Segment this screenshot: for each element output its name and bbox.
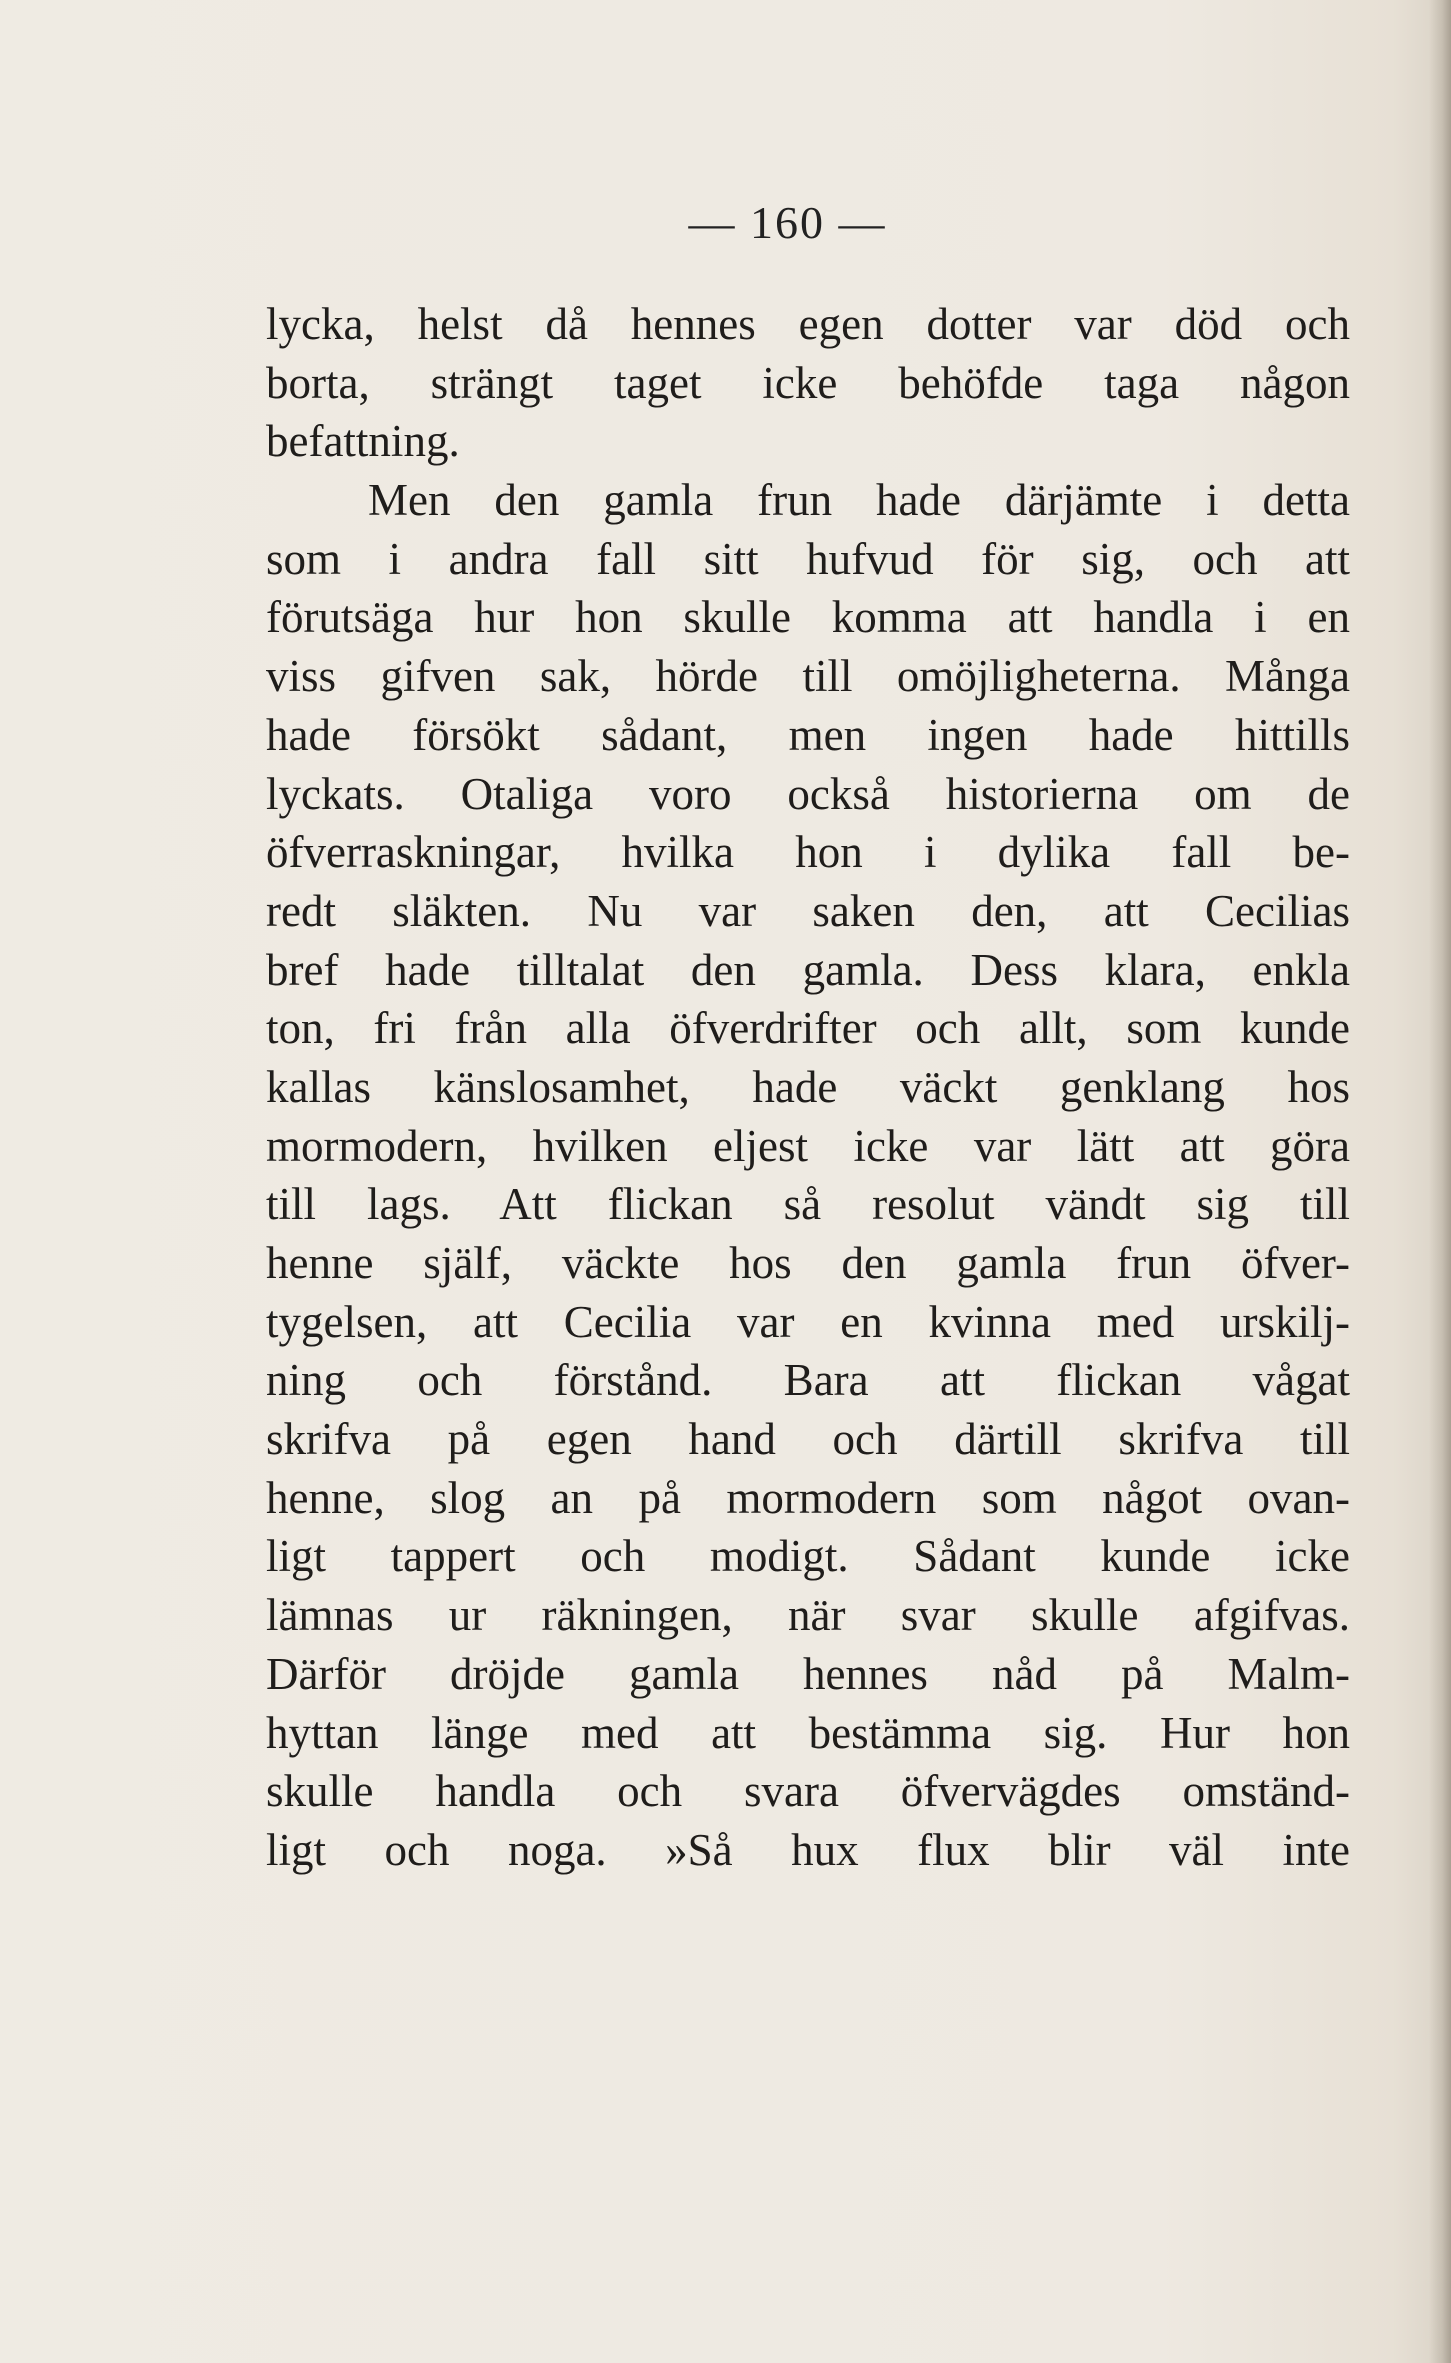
text-line: mormodern, hvilken eljest icke var lätt att göra: [266, 1120, 1350, 1171]
text-line: ning och förstånd. Bara att flickan vågat: [266, 1355, 1350, 1406]
page-number: — 160 —: [688, 197, 887, 248]
text-line: lyckats. Otaliga voro också historierna om de: [266, 768, 1350, 819]
text-line: borta, strängt taget icke behöfde taga någon: [266, 357, 1350, 408]
text-line: tygelsen, att Cecilia var en kvinna med urskilj-: [266, 1296, 1350, 1347]
body-text: [266, 295, 1350, 1880]
text-line: Men den gamla frun hade därjämte i detta: [368, 475, 1350, 526]
text-line: redt släkten. Nu var saken den, att Cecilias: [266, 885, 1350, 936]
text-line: viss gifven sak, hörde till omöjligheterna. Många: [266, 651, 1350, 702]
text-line: henne själf, väckte hos den gamla frun öfver-: [266, 1238, 1350, 1288]
text-line: skrifva på egen hand och därtill skrifva till: [266, 1414, 1350, 1465]
text-line: ton, fri från alla öfverdrifter och allt, som kunde: [266, 1003, 1350, 1054]
text-line: Därför dröjde gamla hennes nåd på Malm-: [266, 1648, 1350, 1699]
text-line: befattning.: [266, 416, 460, 467]
page-edge-shadow: [1429, 0, 1451, 2363]
text-line: skulle handla och svara öfvervägdes omständ-: [266, 1766, 1350, 1817]
text-line: hade försökt sådant, men ingen hade hittills: [266, 709, 1350, 760]
text-line: förutsäga hur hon skulle komma att handla i en: [266, 592, 1350, 643]
text-line: kallas känslosamhet, hade väckt genklang hos: [266, 1061, 1350, 1112]
text-line: till lags. Att flickan så resolut vändt sig till: [266, 1179, 1350, 1230]
text-line: bref hade tilltalat den gamla. Dess klara, enkla: [266, 944, 1350, 995]
text-line: ligt tappert och modigt. Sådant kunde icke: [266, 1531, 1350, 1582]
text-line: lämnas ur räkningen, när svar skulle afgifvas.: [266, 1590, 1350, 1641]
text-line: öfverraskningar, hvilka hon i dylika fall be-: [266, 827, 1350, 878]
text-line: hyttan länge med att bestämma sig. Hur hon: [266, 1707, 1350, 1758]
text-line: ligt och noga. »Så hux flux blir väl inte: [266, 1824, 1350, 1875]
text-line: henne, slog an på mormodern som något ovan-: [266, 1472, 1350, 1523]
text-line: som i andra fall sitt hufvud för sig, och att: [266, 533, 1350, 584]
text-line: lycka, helst då hennes egen dotter var död och: [266, 299, 1350, 349]
